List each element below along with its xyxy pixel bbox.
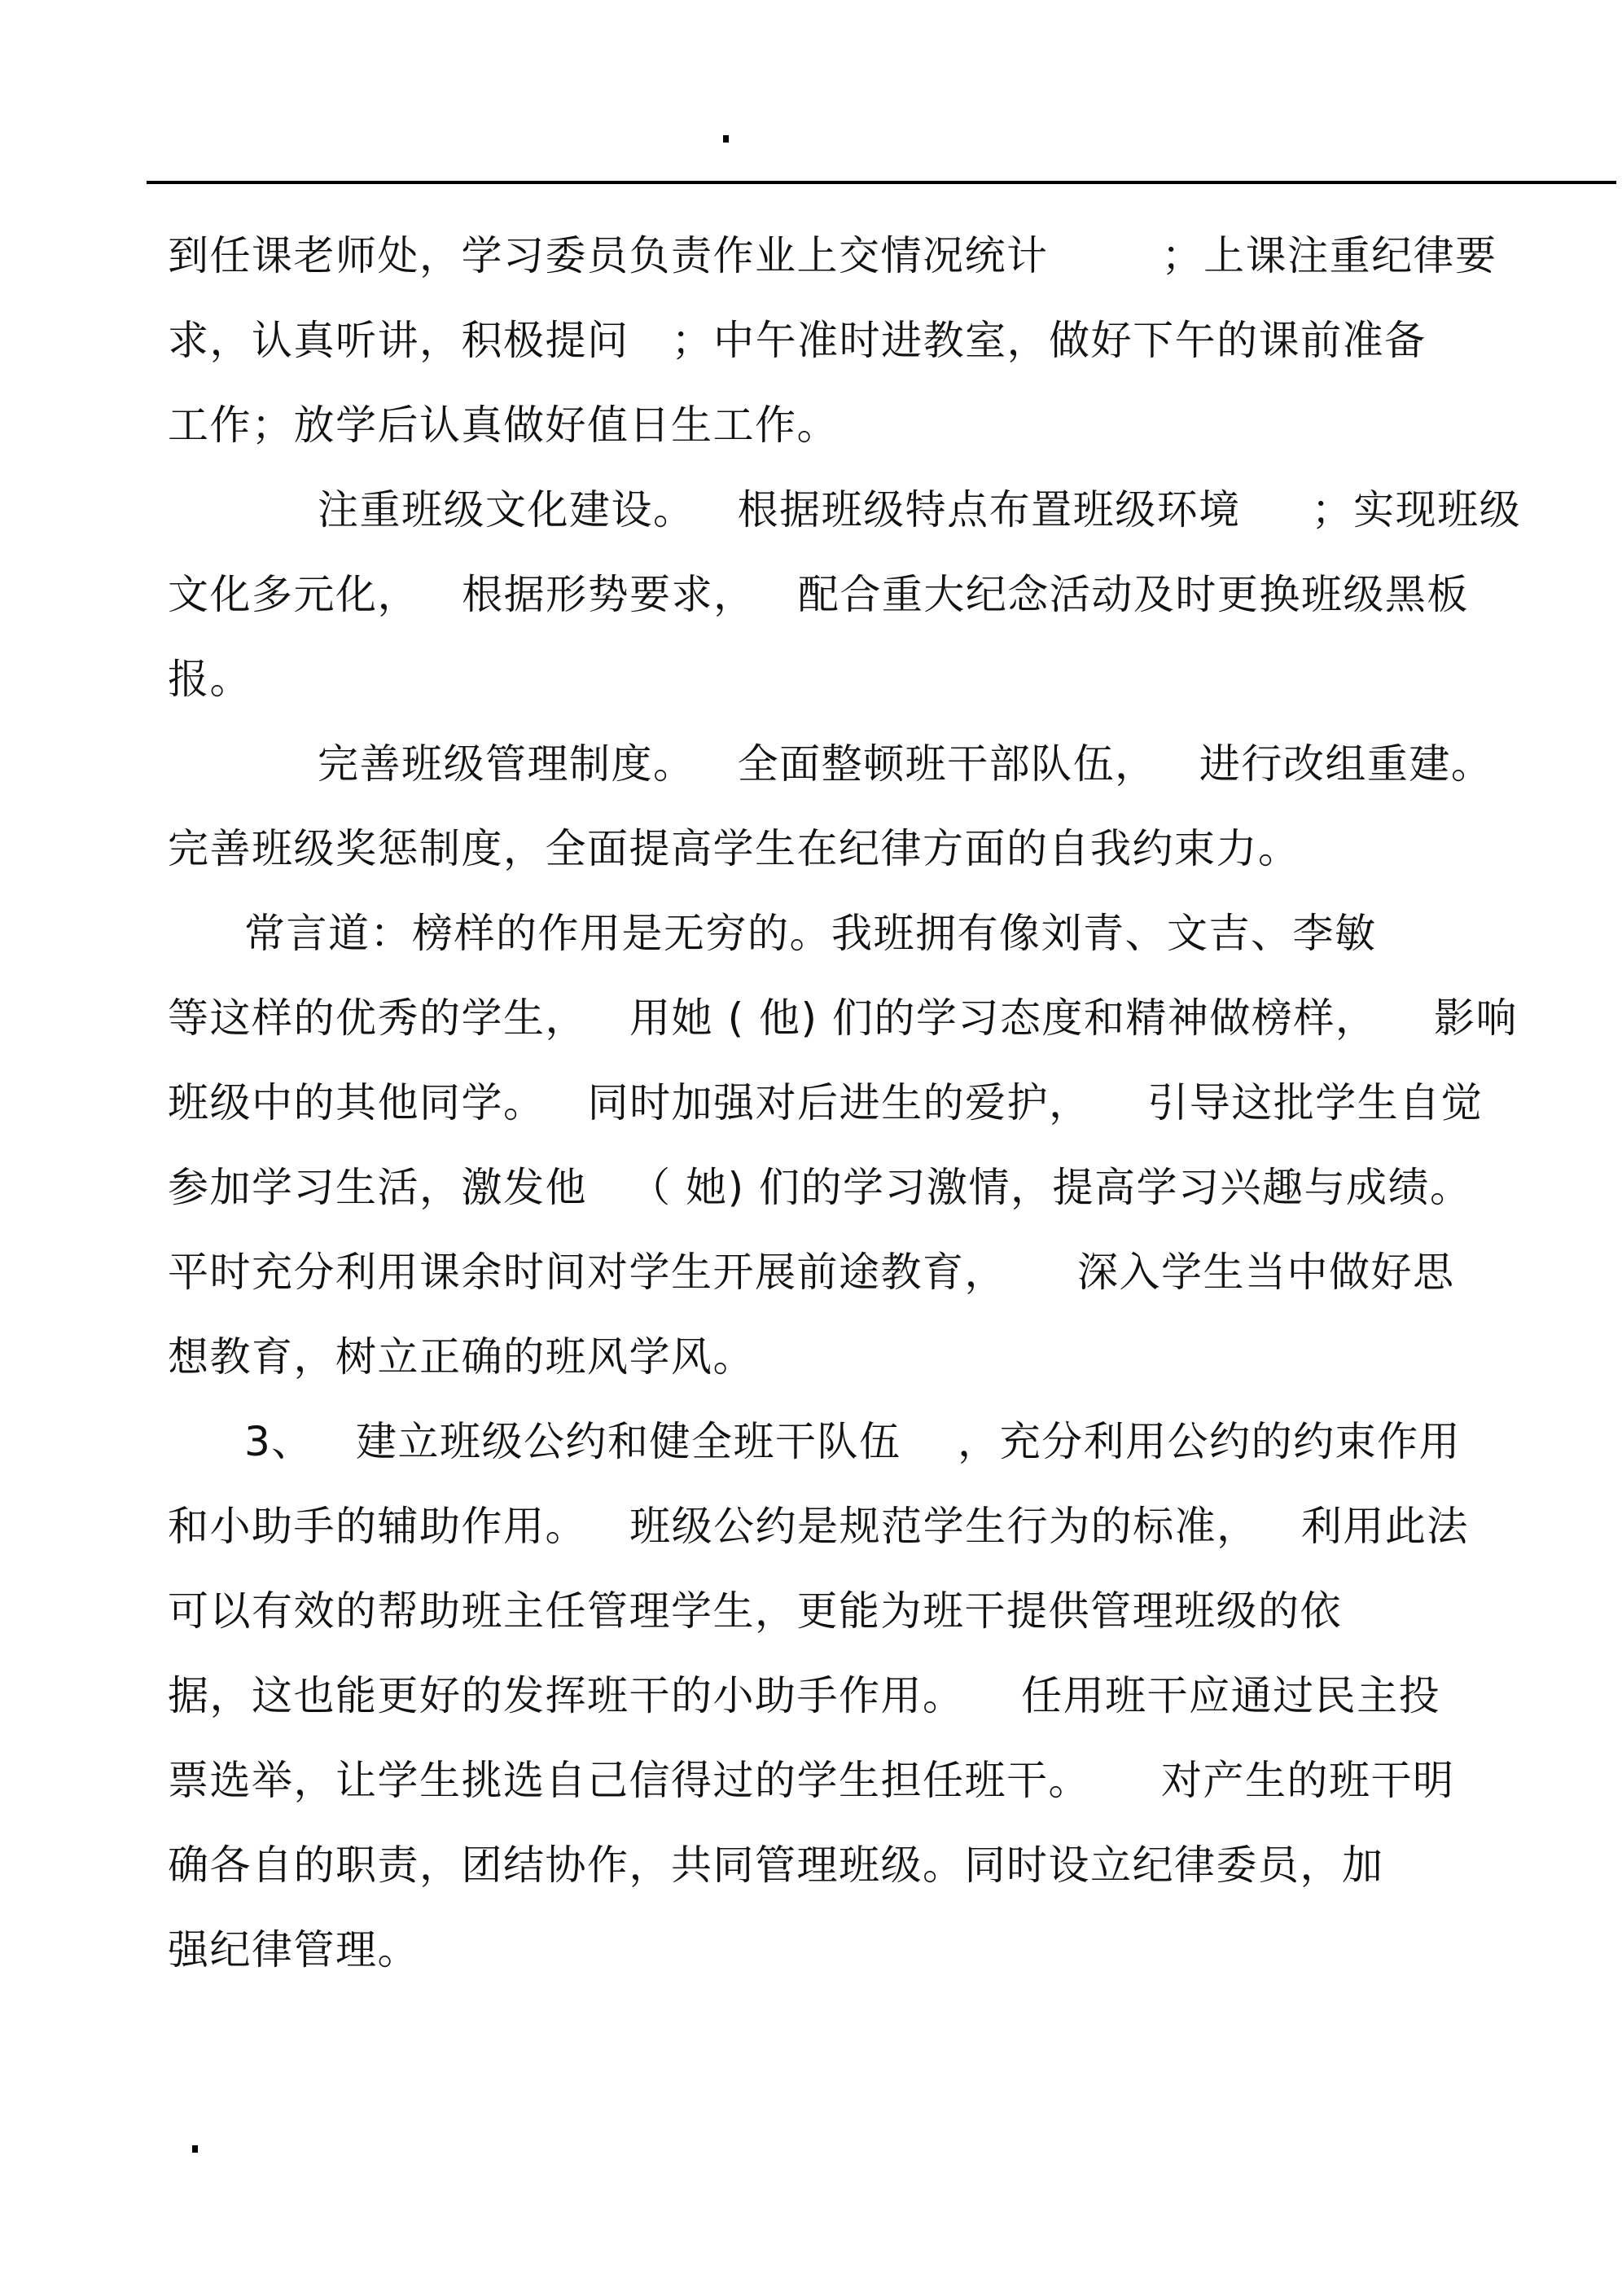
document-line-text: 文化多元化， 根据形势要求， 配合重大纪念活动及时更换班级黑板 — [168, 571, 1469, 618]
document-line-text: 求，认真听讲，积极提问 ；中午准时进教室，做好下午的课前准备 — [168, 317, 1427, 364]
document-line — [0, 1484, 1622, 1569]
document-line — [0, 1145, 1622, 1230]
document-line-text: 想教育，树立正确的班风学风。 — [168, 1333, 755, 1381]
document-line-text: 到任课老师处，学习委员负责作业上交情况统计 ；上课注重纪律要 — [168, 232, 1497, 279]
document-line-text: 票选举，让学生挑选自己信得过的学生担任班干。 对产生的班干明 — [168, 1757, 1455, 1804]
document-line-text: 参加学习生活，激发他 （ 她) 们的学习激情，提高学习兴趣与成绩。 — [168, 1164, 1472, 1211]
document-line-text: 等这样的优秀的学生， 用她 ( 他) 们的学习态度和精神做榜样， 影响 — [168, 994, 1518, 1042]
page-footer — [0, 2069, 1622, 2296]
document-line — [0, 891, 1622, 976]
document-body — [0, 213, 1622, 1992]
document-line — [0, 1399, 1622, 1484]
document-line — [0, 1569, 1622, 1653]
document-line-text: 平时充分利用课余时间对学生开展前途教育， 深入学生当中做好思 — [168, 1249, 1455, 1296]
document-line — [0, 1738, 1622, 1823]
document-line-text: 可以有效的帮助班主任管理学生，更能为班干提供管理班级的依 — [168, 1587, 1342, 1635]
document-line-text: 和小助手的辅助作用。 班级公约是规范学生行为的标准， 利用此法 — [168, 1503, 1469, 1550]
document-line — [0, 213, 1622, 298]
document-line — [0, 468, 1622, 552]
document-line-text: 工作；放学后认真做好值日生工作。 — [168, 402, 839, 449]
document-line-text: 注重班级文化建设。 根据班级特点布置班级环境 ；实现班级 — [318, 486, 1522, 533]
document-line — [0, 722, 1622, 806]
document-line — [0, 552, 1622, 637]
document-line — [0, 637, 1622, 722]
document-line-text: 完善班级管理制度。 全面整顿班干部队伍， 进行改组重建。 — [318, 740, 1493, 788]
document-line-text: 报。 — [168, 656, 252, 703]
document-line — [0, 1315, 1622, 1399]
document-line-text: 据，这也能更好的发挥班干的小助手作用。 任用班干应通过民主投 — [168, 1672, 1441, 1719]
footer-mark-dot — [192, 2145, 198, 2153]
document-line — [0, 1060, 1622, 1145]
document-line-text: 完善班级奖惩制度，全面提高学生在纪律方面的自我约束力。 — [168, 825, 1300, 872]
document-line — [0, 1823, 1622, 1907]
document-line — [0, 1230, 1622, 1315]
document-line — [0, 806, 1622, 891]
header-mark-dot — [723, 135, 729, 143]
document-line — [0, 1653, 1622, 1738]
document-line-text: 强纪律管理。 — [168, 1926, 419, 1973]
document-line — [0, 298, 1622, 383]
document-line-text: 常言道：榜样的作用是无穷的。我班拥有像刘青、文吉、李敏 — [244, 910, 1377, 957]
header-divider-rule — [147, 181, 1616, 184]
document-line-text: 班级中的其他同学。 同时加强对后进生的爱护， 引导这批学生自觉 — [168, 1079, 1484, 1126]
page-header — [0, 0, 1622, 195]
document-line-text: 确各自的职责，团结协作，共同管理班级。同时设立纪律委员，加 — [168, 1842, 1384, 1889]
document-line — [0, 383, 1622, 468]
document-line-text: 3、 建立班级公约和健全班干队伍 ，充分利用公约的约束作用 — [244, 1418, 1462, 1465]
document-line — [0, 976, 1622, 1060]
document-line — [0, 1907, 1622, 1992]
